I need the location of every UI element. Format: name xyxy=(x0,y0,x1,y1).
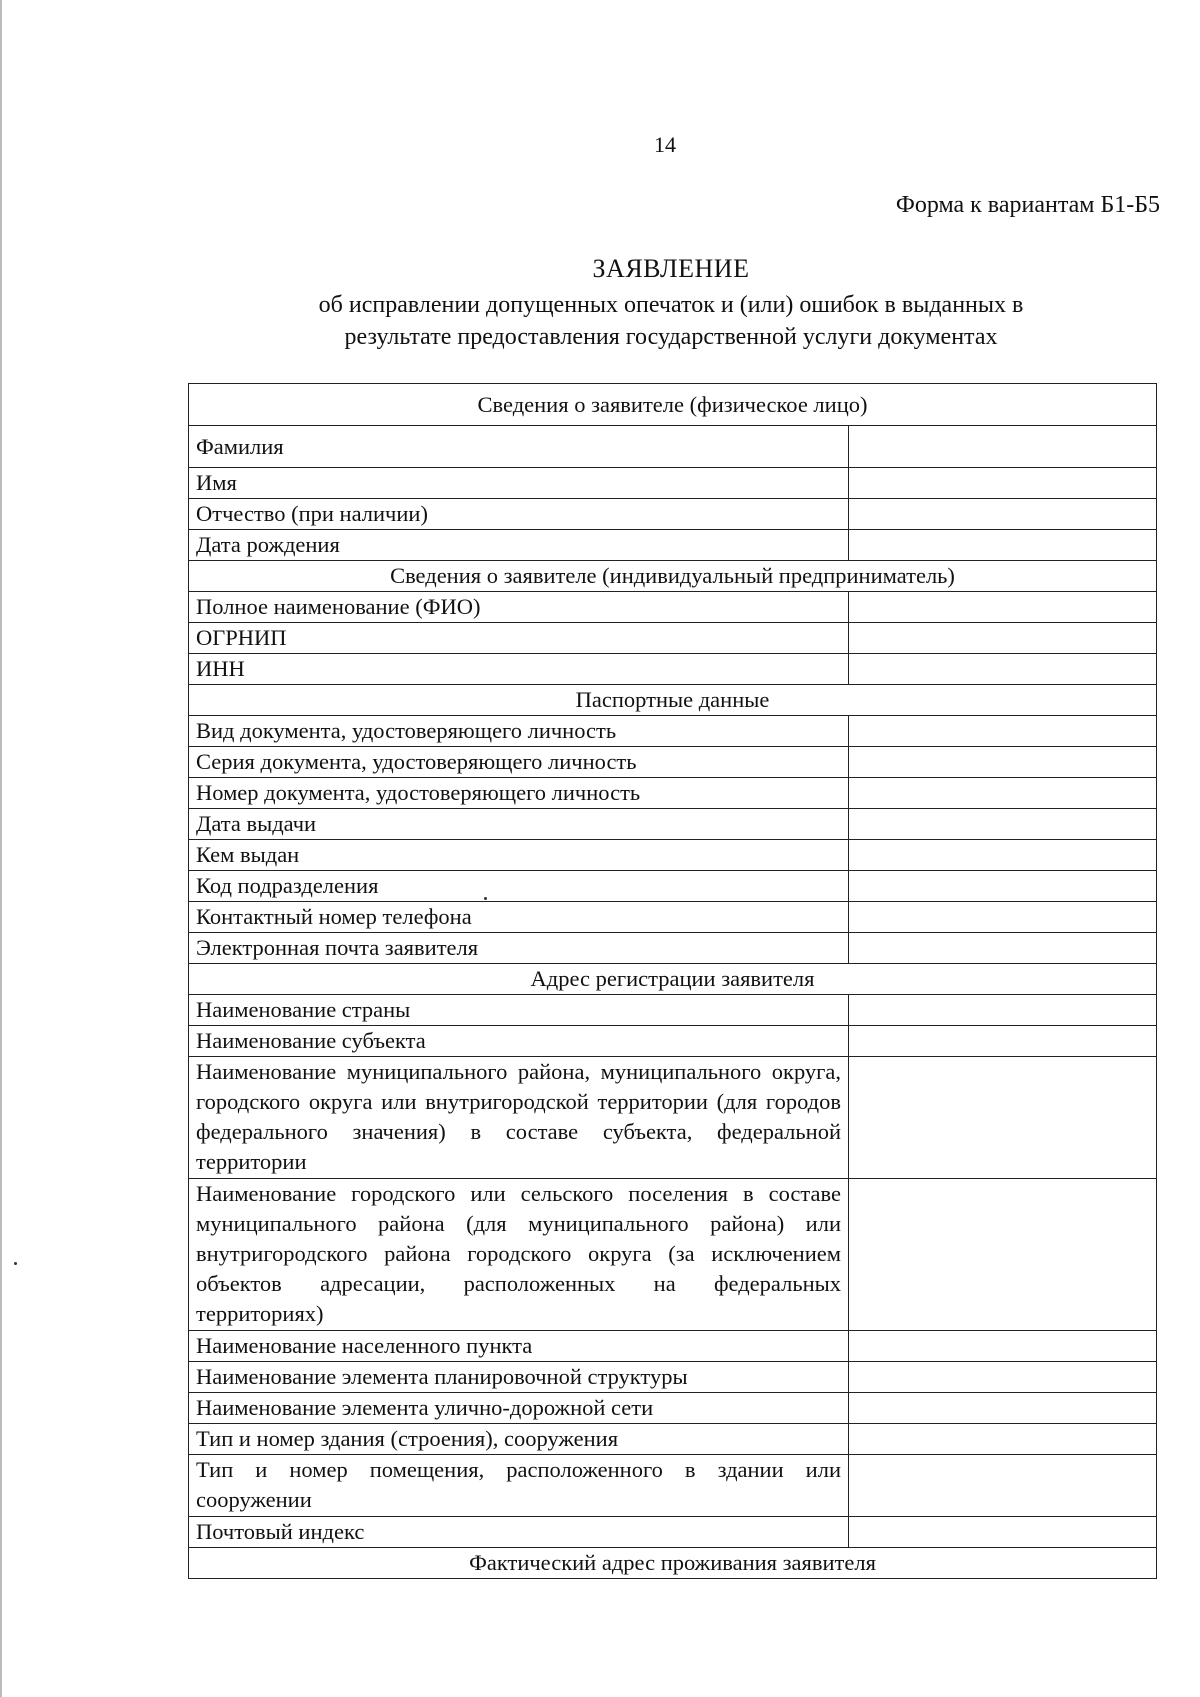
field-value-locality[interactable] xyxy=(849,1331,1157,1362)
table-row xyxy=(189,623,1157,654)
field-value-full-name[interactable] xyxy=(849,592,1157,623)
table-row xyxy=(189,1393,1157,1424)
table-row xyxy=(189,1455,1157,1517)
field-value-building[interactable] xyxy=(849,1424,1157,1455)
table-row xyxy=(189,933,1157,964)
field-label-locality: Наименование населенного пункта xyxy=(189,1331,849,1362)
field-value-patronymic[interactable] xyxy=(849,499,1157,530)
field-value-phone[interactable] xyxy=(849,902,1157,933)
table-row xyxy=(189,840,1157,871)
field-label-inn: ИНН xyxy=(189,654,849,685)
field-value-issue-date[interactable] xyxy=(849,809,1157,840)
field-value-surname[interactable] xyxy=(849,426,1157,468)
section-row xyxy=(189,964,1157,995)
table-row xyxy=(189,1424,1157,1455)
section-header-entrepreneur: Сведения о заявителе (индивидуальный предприниматель) xyxy=(189,561,1157,592)
field-value-planning-element[interactable] xyxy=(849,1362,1157,1393)
field-value-name[interactable] xyxy=(849,468,1157,499)
table-row xyxy=(189,1057,1157,1179)
field-label-doc-series: Серия документа, удостоверяющего личность xyxy=(189,747,849,778)
field-label-division-code: Код подразделения xyxy=(189,871,849,902)
subtitle-line: об исправлении допущенных опечаток и (или) ошибок в выданных в xyxy=(318,292,1024,318)
field-label-ogrnip: ОГРНИП xyxy=(189,623,849,654)
form-variant-label: Форма к вариантам Б1-Б5 xyxy=(895,192,1160,218)
field-label-patronymic: Отчество (при наличии) xyxy=(189,499,849,530)
section-row xyxy=(189,685,1157,716)
table-row xyxy=(189,995,1157,1026)
field-label-postal-code: Почтовый индекс xyxy=(189,1517,849,1548)
field-label-doc-type: Вид документа, удостоверяющего личность xyxy=(189,716,849,747)
applicant-info-table xyxy=(188,383,1157,1579)
field-label-premises: Тип и номер помещения, расположенного в здании или сооружении xyxy=(189,1455,849,1517)
field-value-subject[interactable] xyxy=(849,1026,1157,1057)
field-value-doc-series[interactable] xyxy=(849,747,1157,778)
field-label-birth-date: Дата рождения xyxy=(189,530,849,561)
field-label-street-element: Наименование элемента улично-дорожной сети xyxy=(189,1393,849,1424)
field-label-subject: Наименование субъекта xyxy=(189,1026,849,1057)
field-label-country: Наименование страны xyxy=(189,995,849,1026)
field-label-phone: Контактный номер телефона xyxy=(189,902,849,933)
table-row xyxy=(189,1517,1157,1548)
field-label-issue-date: Дата выдачи xyxy=(189,809,849,840)
field-value-doc-type[interactable] xyxy=(849,716,1157,747)
table-row xyxy=(189,716,1157,747)
section-header-actual-address: Фактический адрес проживания заявителя xyxy=(189,1548,1157,1579)
field-label-building: Тип и номер здания (строения), сооружения xyxy=(189,1424,849,1455)
field-label-planning-element: Наименование элемента планировочной структуры xyxy=(189,1362,849,1393)
table-row xyxy=(189,592,1157,623)
document-subtitle xyxy=(186,289,1156,353)
document-title: ЗАЯВЛЕНИЕ xyxy=(592,254,750,283)
table-row xyxy=(189,809,1157,840)
field-value-doc-number[interactable] xyxy=(849,778,1157,809)
table-row xyxy=(189,654,1157,685)
table-row xyxy=(189,871,1157,902)
section-row xyxy=(189,384,1157,426)
table-row xyxy=(189,1331,1157,1362)
table-row xyxy=(189,1362,1157,1393)
scan-speck xyxy=(14,1262,17,1265)
table-row xyxy=(189,747,1157,778)
field-value-premises[interactable] xyxy=(849,1455,1157,1517)
field-value-settlement[interactable] xyxy=(849,1179,1157,1331)
field-label-email: Электронная почта заявителя xyxy=(189,933,849,964)
table-row xyxy=(189,530,1157,561)
field-value-municipal-district[interactable] xyxy=(849,1057,1157,1179)
field-value-country[interactable] xyxy=(849,995,1157,1026)
field-value-postal-code[interactable] xyxy=(849,1517,1157,1548)
section-header-individual: Сведения о заявителе (физическое лицо) xyxy=(189,384,1157,426)
field-value-email[interactable] xyxy=(849,933,1157,964)
section-header-passport: Паспортные данные xyxy=(189,685,1157,716)
table-row xyxy=(189,778,1157,809)
section-row xyxy=(189,1548,1157,1579)
section-row xyxy=(189,561,1157,592)
scan-left-edge xyxy=(0,0,2,1697)
field-value-birth-date[interactable] xyxy=(849,530,1157,561)
table-row xyxy=(189,902,1157,933)
field-value-inn[interactable] xyxy=(849,654,1157,685)
field-label-issued-by: Кем выдан xyxy=(189,840,849,871)
field-label-surname: Фамилия xyxy=(189,426,849,468)
field-value-issued-by[interactable] xyxy=(849,840,1157,871)
table-row xyxy=(189,1179,1157,1331)
section-header-registration-address: Адрес регистрации заявителя xyxy=(189,964,1157,995)
table-row xyxy=(189,468,1157,499)
field-value-division-code[interactable] xyxy=(849,871,1157,902)
table-row xyxy=(189,1026,1157,1057)
field-label-municipal-district: Наименование муниципального района, муниципального округа, городского округа или внутригородской территории (для городов федерального значения) в составе субъекта, федеральной территории xyxy=(189,1057,849,1179)
field-value-street-element[interactable] xyxy=(849,1393,1157,1424)
field-label-settlement: Наименование городского или сельского поселения в составе муниципального района (для муниципального района) или внутригородского района городского округа (за исключением объектов адресации, расположенных на федеральных территориях) xyxy=(189,1179,849,1331)
subtitle-line: результате предоставления государственной услуги документах xyxy=(344,324,998,350)
table-row xyxy=(189,426,1157,468)
field-label-doc-number: Номер документа, удостоверяющего личность xyxy=(189,778,849,809)
page-number: 14 xyxy=(654,132,676,157)
field-label-full-name: Полное наименование (ФИО) xyxy=(189,592,849,623)
table-row xyxy=(189,499,1157,530)
field-value-ogrnip[interactable] xyxy=(849,623,1157,654)
field-label-name: Имя xyxy=(189,468,849,499)
